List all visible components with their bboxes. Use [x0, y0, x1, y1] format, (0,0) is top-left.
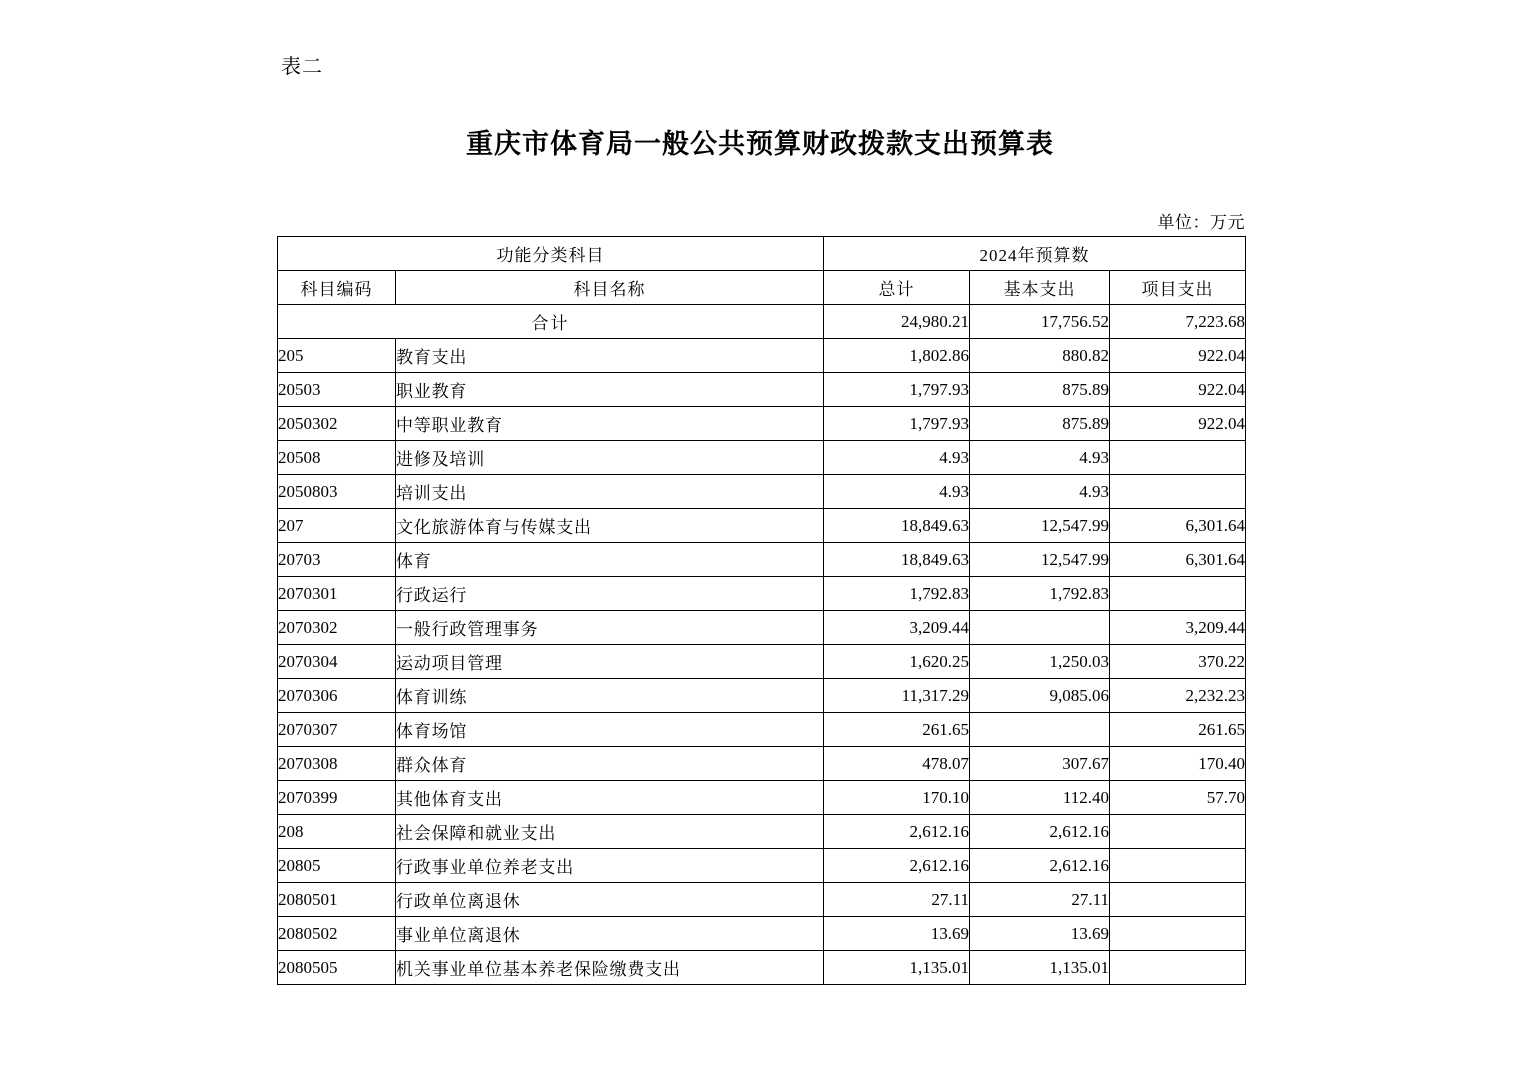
row-total: 18,849.63 — [824, 509, 970, 543]
row-total-label: 合计 — [278, 305, 824, 339]
row-code: 2070302 — [278, 611, 396, 645]
row-basic — [970, 713, 1110, 747]
row-project: 6,301.64 — [1110, 543, 1246, 577]
row-code: 2070306 — [278, 679, 396, 713]
table-body — [278, 305, 1246, 985]
row-basic — [970, 611, 1110, 645]
unit-note: 单位：万元 — [1157, 213, 1245, 232]
row-basic: 4.93 — [970, 475, 1110, 509]
row-project: 57.70 — [1110, 781, 1246, 815]
row-name: 行政事业单位养老支出 — [396, 849, 824, 883]
row-name: 一般行政管理事务 — [396, 611, 824, 645]
row-project: 370.22 — [1110, 645, 1246, 679]
row-total: 261.65 — [824, 713, 970, 747]
row-total: 18,849.63 — [824, 543, 970, 577]
table-row — [278, 849, 1246, 883]
row-project: 3,209.44 — [1110, 611, 1246, 645]
row-project — [1110, 951, 1246, 985]
row-project: 170.40 — [1110, 747, 1246, 781]
row-code: 20503 — [278, 373, 396, 407]
column-header-code: 科目编码 — [278, 271, 396, 305]
row-basic: 12,547.99 — [970, 509, 1110, 543]
row-total: 1,797.93 — [824, 373, 970, 407]
row-code: 2050803 — [278, 475, 396, 509]
row-total: 478.07 — [824, 747, 970, 781]
row-project — [1110, 577, 1246, 611]
table-header-group-row — [278, 237, 1246, 271]
column-header-basic: 基本支出 — [970, 271, 1110, 305]
row-total: 27.11 — [824, 883, 970, 917]
row-total: 2,612.16 — [824, 815, 970, 849]
row-project — [1110, 849, 1246, 883]
row-project: 261.65 — [1110, 713, 1246, 747]
row-project: 6,301.64 — [1110, 509, 1246, 543]
row-project: 922.04 — [1110, 407, 1246, 441]
row-name: 事业单位离退休 — [396, 917, 824, 951]
column-header-name: 科目名称 — [396, 271, 824, 305]
row-code: 2080505 — [278, 951, 396, 985]
row-total: 1,797.93 — [824, 407, 970, 441]
row-basic: 307.67 — [970, 747, 1110, 781]
table-row — [278, 373, 1246, 407]
table-row — [278, 305, 1246, 339]
row-name: 群众体育 — [396, 747, 824, 781]
row-basic: 880.82 — [970, 339, 1110, 373]
row-basic: 112.40 — [970, 781, 1110, 815]
row-name: 培训支出 — [396, 475, 824, 509]
row-total: 4.93 — [824, 441, 970, 475]
row-code: 20508 — [278, 441, 396, 475]
row-project: 7,223.68 — [1110, 305, 1246, 339]
row-total: 2,612.16 — [824, 849, 970, 883]
row-total: 1,802.86 — [824, 339, 970, 373]
row-basic: 13.69 — [970, 917, 1110, 951]
row-basic: 17,756.52 — [970, 305, 1110, 339]
table-row — [278, 611, 1246, 645]
row-name: 运动项目管理 — [396, 645, 824, 679]
table-row — [278, 645, 1246, 679]
row-project — [1110, 441, 1246, 475]
row-project: 2,232.23 — [1110, 679, 1246, 713]
row-total: 1,620.25 — [824, 645, 970, 679]
row-code: 2080502 — [278, 917, 396, 951]
table-row — [278, 713, 1246, 747]
row-basic: 1,792.83 — [970, 577, 1110, 611]
row-project — [1110, 815, 1246, 849]
table-header — [278, 237, 1246, 305]
row-basic: 2,612.16 — [970, 849, 1110, 883]
row-basic: 27.11 — [970, 883, 1110, 917]
table-row — [278, 509, 1246, 543]
row-name: 其他体育支出 — [396, 781, 824, 815]
row-name: 文化旅游体育与传媒支出 — [396, 509, 824, 543]
table-row — [278, 339, 1246, 373]
table-row — [278, 883, 1246, 917]
row-name: 社会保障和就业支出 — [396, 815, 824, 849]
row-total: 24,980.21 — [824, 305, 970, 339]
row-code: 2070399 — [278, 781, 396, 815]
table-row — [278, 917, 1246, 951]
row-project — [1110, 475, 1246, 509]
row-name: 教育支出 — [396, 339, 824, 373]
row-name: 行政运行 — [396, 577, 824, 611]
row-basic: 1,135.01 — [970, 951, 1110, 985]
budget-table — [277, 236, 1246, 985]
row-basic: 2,612.16 — [970, 815, 1110, 849]
row-total: 3,209.44 — [824, 611, 970, 645]
row-code: 2080501 — [278, 883, 396, 917]
table-row — [278, 679, 1246, 713]
table-row — [278, 815, 1246, 849]
table-row — [278, 747, 1246, 781]
table-row — [278, 951, 1246, 985]
row-name: 中等职业教育 — [396, 407, 824, 441]
table-row — [278, 781, 1246, 815]
header-year-budget: 2024年预算数 — [824, 237, 1246, 271]
table-row — [278, 441, 1246, 475]
row-total: 11,317.29 — [824, 679, 970, 713]
header-classification: 功能分类科目 — [278, 237, 824, 271]
row-code: 205 — [278, 339, 396, 373]
row-total: 1,792.83 — [824, 577, 970, 611]
row-name: 职业教育 — [396, 373, 824, 407]
table-header-column-row — [278, 271, 1246, 305]
row-code: 2050302 — [278, 407, 396, 441]
row-total: 4.93 — [824, 475, 970, 509]
row-project: 922.04 — [1110, 373, 1246, 407]
row-name: 体育 — [396, 543, 824, 577]
row-name: 进修及培训 — [396, 441, 824, 475]
row-name: 体育训练 — [396, 679, 824, 713]
table-row — [278, 407, 1246, 441]
page-title: 重庆市体育局一般公共预算财政拨款支出预算表 — [466, 129, 1054, 159]
row-basic: 875.89 — [970, 373, 1110, 407]
row-project — [1110, 883, 1246, 917]
row-basic: 4.93 — [970, 441, 1110, 475]
table-row — [278, 577, 1246, 611]
row-total: 13.69 — [824, 917, 970, 951]
row-code: 20805 — [278, 849, 396, 883]
row-project: 922.04 — [1110, 339, 1246, 373]
row-code: 2070308 — [278, 747, 396, 781]
column-header-project: 项目支出 — [1110, 271, 1246, 305]
row-total: 1,135.01 — [824, 951, 970, 985]
row-code: 207 — [278, 509, 396, 543]
sheet-label: 表二 — [281, 56, 323, 78]
row-project — [1110, 917, 1246, 951]
row-basic: 875.89 — [970, 407, 1110, 441]
row-basic: 1,250.03 — [970, 645, 1110, 679]
table-row — [278, 475, 1246, 509]
row-code: 2070301 — [278, 577, 396, 611]
row-code: 208 — [278, 815, 396, 849]
table-row — [278, 543, 1246, 577]
row-name: 机关事业单位基本养老保险缴费支出 — [396, 951, 824, 985]
row-basic: 12,547.99 — [970, 543, 1110, 577]
row-basic: 9,085.06 — [970, 679, 1110, 713]
row-total: 170.10 — [824, 781, 970, 815]
row-name: 行政单位离退休 — [396, 883, 824, 917]
column-header-total: 总计 — [824, 271, 970, 305]
row-code: 20703 — [278, 543, 396, 577]
row-code: 2070307 — [278, 713, 396, 747]
row-name: 体育场馆 — [396, 713, 824, 747]
row-code: 2070304 — [278, 645, 396, 679]
